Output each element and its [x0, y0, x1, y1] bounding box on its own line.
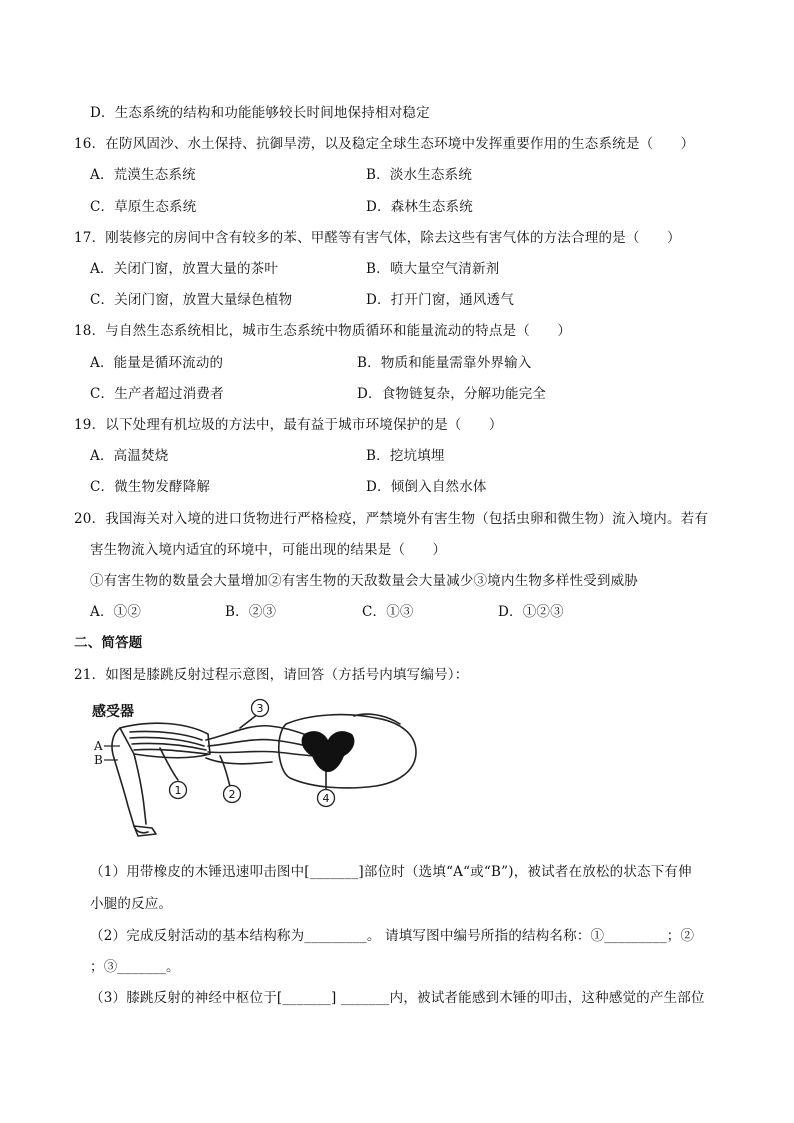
q17-option-a: A．关闭门窗，放置大量的茶叶 [90, 261, 279, 277]
q19-option-d: D．倾倒入自然水体 [366, 479, 487, 495]
q19-option-c: C．微生物发酵降解 [90, 479, 211, 495]
q18-option-b: B．物质和能量需靠外界输入 [357, 355, 532, 371]
q16-option-c: C．草原生态系统 [90, 199, 197, 215]
q21-part1-line2: 小腿的反应。 [90, 896, 173, 912]
grey-matter [302, 731, 355, 772]
q18-option-d: D．食物链复杂，分解功能完全 [357, 386, 547, 402]
section-title: 二、简答题 [74, 635, 143, 651]
q18-stem: 18．与自然生态系统相比，城市生态系统中物质循环和能量流动的特点是（ ） [74, 323, 572, 339]
q20-statements: ①有害生物的数量会大量增加②有害生物的天敌数量会大量减少③境内生物多样性受到威胁 [90, 573, 638, 589]
q16-option-a: A．荒漠生态系统 [90, 167, 196, 183]
leader-line-2 [220, 756, 230, 786]
q20-option-b: B．②③ [225, 604, 277, 620]
q15-option-d: D．生态系统的结构和功能能够较长时间地保持相对稳定 [90, 105, 430, 121]
q21-part2-line1: （2）完成反射活动的基本结构称为_________。 请填写图中编号所指的结构名称：①_________；② [90, 928, 695, 944]
q20-option-c: C．①③ [362, 604, 414, 620]
q16-option-d: D．森林生态系统 [366, 199, 473, 215]
q20-stem-line1: 20．我国海关对入境的进口货物进行严格检疫，严禁境外有害生物（包括虫卵和微生物）流入境内。若有 [74, 511, 709, 527]
muscle-fibre [134, 749, 208, 754]
q20-stem-line2: 害生物流入境内适宜的环境中，可能出现的结果是（ ） [90, 542, 447, 558]
q20-option-a: A．①② [90, 604, 142, 620]
label-a: A [94, 739, 103, 753]
label-b: B [94, 753, 103, 767]
receptor-label: 感受器 [92, 704, 134, 720]
q20-option-d: D．①②③ [498, 604, 564, 620]
q21-part3-line1: （3）膝跳反射的神经中枢位于[_______] _______内，被试者能感到木锤的叩击，这种感觉的产生部位 [90, 990, 705, 1006]
q18-option-c: C．生产者超过消费者 [90, 386, 224, 402]
leader-line-1 [160, 748, 178, 780]
efferent-nerve [208, 751, 320, 756]
marker-4-label: 4 [322, 792, 330, 805]
q19-stem: 19．以下处理有机垃圾的方法中，最有益于城市环境保护的是（ ） [74, 417, 503, 433]
marker-3-label: 3 [256, 702, 264, 715]
nerve-fibre [208, 740, 318, 748]
q19-option-a: A．高温焚烧 [90, 448, 169, 464]
q19-option-b: B．挖坑填埋 [366, 448, 445, 464]
q17-option-b: B．喷大量空气清新剂 [366, 261, 500, 277]
nerve-fibre [206, 758, 272, 764]
marker-2-label: 2 [228, 788, 236, 801]
q17-option-d: D．打开门窗，通风透气 [366, 292, 515, 308]
q21-part2-line2: ；③_______。 [90, 959, 180, 975]
q21-stem: 21．如图是膝跳反射过程示意图，请回答（方括号内填写编号）： [74, 667, 469, 683]
q16-option-b: B．淡水生态系统 [366, 167, 473, 183]
marker-1-label: 1 [174, 784, 182, 797]
afferent-nerve [206, 726, 316, 740]
q21-part1-line1: （1）用带橡皮的木锤迅速叩击图中[_______]部位时（选填“A“或“B”)，被试者在放松的状态下有伸 [90, 864, 692, 880]
q18-option-a: A．能量是循环流动的 [90, 355, 224, 371]
lower-leg-back [134, 754, 146, 824]
q17-stem: 17．刚装修完的房间中含有较多的苯、甲醛等有害气体，除去这些有害气体的方法合理的是（ ） [74, 230, 681, 246]
knee-jerk-reflex-diagram [90, 694, 420, 844]
q16-stem: 16．在防风固沙、水土保持、抗御旱涝，以及稳定全球生态环境中发挥重要作用的生态系统是（ ） [74, 136, 695, 152]
q17-option-c: C．关闭门窗，放置大量绿色植物 [90, 292, 293, 308]
